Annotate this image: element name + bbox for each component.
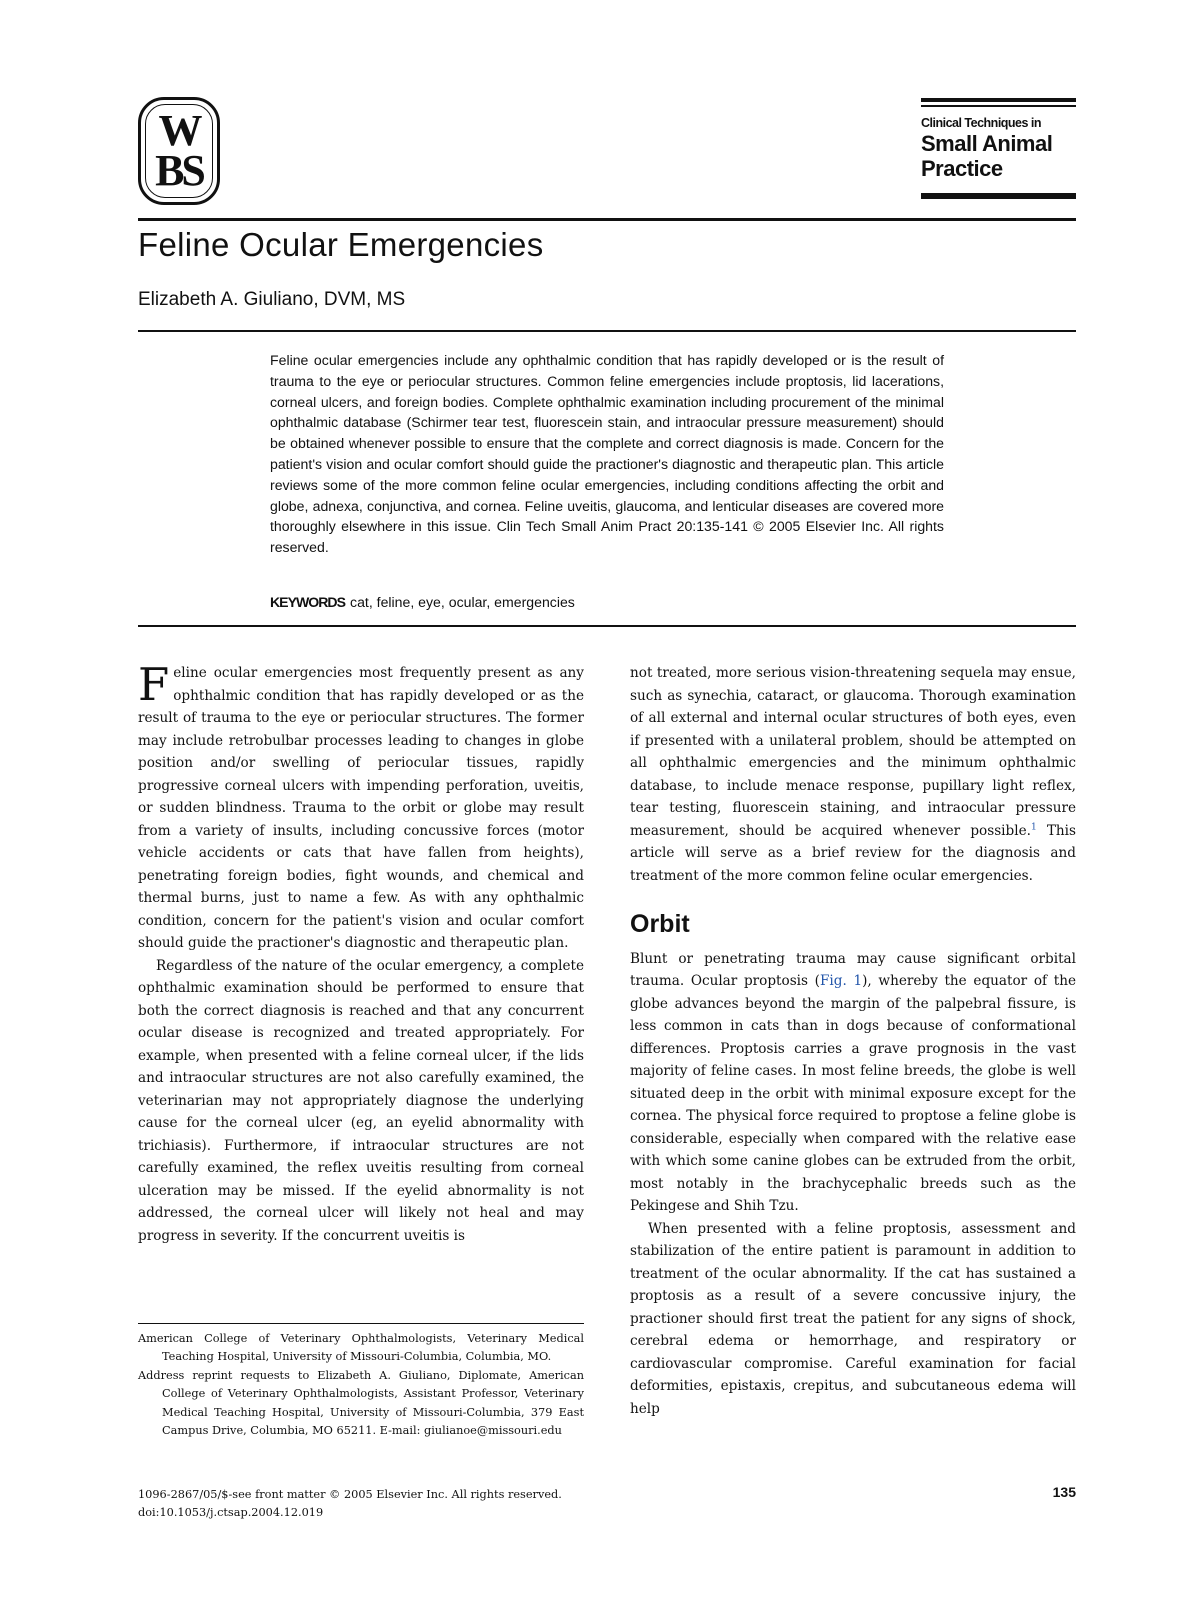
publisher-logo-line1: W (158, 106, 200, 155)
body-paragraph: Regardless of the nature of the ocular emergency, a complete ophthalmic examination should be performed to ensure that both the correct diagnosis is reached and that any concurrent ocular disease is recognized and treated appropriately. For example, when presented with a feline corneal ulcer, if the lids and intraocular structures are not also carefully examined, the veterinarian may not appropriately diagnose the underlying cause for the corneal ulcer (eg, an eyelid abnormality with trichiasis). Furthermore, if intraocular structures are not carefully examined, the reflex uveitis resulting from corneal ulceration may be missed. If the eyelid abnormality is not addressed, the corneal ulcer will likely not heal and may progress in severity. If the concurrent uveitis is (138, 957, 584, 1244)
reference-link[interactable]: 1 (1030, 821, 1037, 832)
paragraph-text: This article will serve as a brief review for the diagnosis and treatment of the more common feline ocular emergencies. (630, 822, 1077, 884)
body-column-left (138, 658, 584, 1247)
abstract-bottom-rule (138, 625, 1076, 627)
body-paragraph: When presented with a feline proptosis, assessment and stabilization of the entire patient is paramount in addition to treatment of the ocular abnormality. If the cat has sustained a proptosis as a result of a severe concussive injury, the practioner should first treat the patient for any signs of shock, cerebral edema or hemorrhage, and respiratory or cardiovascular compromise. Careful examination for facial deformities, epistaxis, crepitus, and subcutaneous edema will help (630, 1220, 1076, 1417)
footnote-rule (138, 1323, 584, 1324)
masthead-bottom-bar (921, 193, 1076, 199)
journal-name-line2: Practice (921, 156, 1003, 181)
publisher-logo-frame (145, 104, 213, 198)
footnote-affiliation: American College of Veterinary Ophthalmologists, Veterinary Medical Teaching Hospital, University of Missouri-Columbia, Columbia, MO. (138, 1332, 584, 1364)
body-paragraph (630, 948, 1076, 1218)
paragraph-text: not treated, more serious vision-threatening sequela may ensue, such as synechia, cataract, or glaucoma. Thorough examination of all external and internal ocular structures of both eyes, even if presented with a unilateral problem, should be attempted on all ophthalmic emergencies and the minimum ophthalmic database, to include menace response, pupillary light reflex, tear testing, fluorescein staining, and intraocular pressure measurement, should be acquired whenever possible. (630, 665, 1076, 839)
abstract-text: Feline ocular emergencies include any ophthalmic condition that has rapidly developed or is the result of trauma to the eye or periocular structures. Common feline emergencies include proptosis, lid lacerations, corneal ulcers, and foreign bodies. Complete ophthalmic examination including procurement of the minimal ophthalmic database (Schirmer tear test, fluorescein stain, and intraocular pressure measurement) should be obtained whenever possible to ensure that the complete and correct diagnosis is made. Concern for the patient's vision and ocular comfort should guide the practioner's diagnostic and therapeutic plan. This article reviews some of the more common feline ocular emergencies, including conditions affecting the orbit and globe, adnexa, conjunctiva, and cornea. Feline uveitis, glaucoma, and lenticular diseases are covered more thoroughly elsewhere in this issue. (270, 352, 944, 535)
article-title: Feline Ocular Emergencies (138, 226, 544, 263)
paragraph-text: Blunt or penetrating trauma may cause significant orbital trauma. Ocular proptosis ( (630, 950, 1076, 989)
body-paragraph (138, 658, 584, 955)
page-number: 135 (1052, 1484, 1076, 1500)
abstract-citation: Clin Tech Small Anim Pract 20:135-141 © 2005 Elsevier Inc. All rights reserved. (270, 518, 944, 556)
publisher-logo-line2: BS (155, 146, 203, 195)
doi-line[interactable]: doi:10.1053/j.ctsap.2004.12.019 (138, 1506, 324, 1520)
issn-line: 1096-2867/05/$-see front matter © 2005 Elsevier Inc. All rights reserved. (138, 1488, 562, 1501)
keywords-label: KEYWORDS (270, 594, 346, 610)
body-column-right (630, 662, 1076, 1420)
journal-masthead (921, 98, 1076, 206)
body-paragraph (630, 662, 1076, 887)
drop-cap: F (138, 658, 170, 711)
journal-name-line1: Small Animal (921, 131, 1053, 156)
paragraph-text: eline ocular emergencies most frequently present as any ophthalmic condition that has rapidly developed or as the result of trauma to the eye or periocular structures. The former may include retrobulbar processes leading to changes in globe position and/or swelling of periocular tissues, rapidly progressive corneal ulcers with impending perforation, uveitis, or sudden blindness. Trauma to the orbit or globe may result from a variety of insults, including concussive forces (motor vehicle accidents or cats that have fallen from heights), penetrating foreign bodies, fight wounds, and chemical and thermal burns, just to name a few. As with any ophthalmic condition, concern for the patient's vision and ocular comfort should guide the practioner's diagnostic and therapeutic plan. (138, 665, 584, 951)
keywords-list: cat, feline, eye, ocular, emergencies (350, 594, 575, 610)
article-author: Elizabeth A. Giuliano, DVM, MS (138, 289, 406, 310)
figure-link[interactable]: Fig. 1 (819, 973, 863, 989)
footnotes (138, 1330, 584, 1440)
publisher-logo (138, 97, 220, 205)
front-matter (138, 1486, 562, 1523)
footnote-reprint: Address reprint requests to Elizabeth A. Giuliano, Diplomate, American College of Veterinary Ophthalmologists, Assistant Professor, Veterinary Medical Teaching Hospital, University of Missouri-Columbia, 379 East Campus Drive, Columbia, MO 65211. E-mail: giulianoe@missouri.edu (138, 1368, 584, 1438)
journal-prefix: Clinical Techniques in (921, 116, 1042, 130)
header-rule (138, 218, 1076, 221)
masthead-top-bar (921, 98, 1076, 102)
abstract-top-rule (138, 330, 1076, 332)
paragraph-text: ), whereby the equator of the globe advances beyond the margin of the palpebral fissure, is less common in cats than in dogs because of conformational differences. Proptosis carries a grave prognosis in the vast majority of feline cases. In most feline breeds, the globe is well situated deep in the orbit with minimal exposure except for the cornea. The physical force required to proptose a feline globe is considerable, especially when compared with the relative ease with which some canine globes can be extruded from the orbit, most notably in the brachycephalic breeds such as the Pekingese and Shih Tzu. (630, 973, 1076, 1214)
section-heading-orbit: Orbit (630, 910, 690, 938)
abstract (270, 350, 944, 558)
masthead-top-thin-bar (921, 105, 1076, 107)
keywords (270, 594, 575, 610)
